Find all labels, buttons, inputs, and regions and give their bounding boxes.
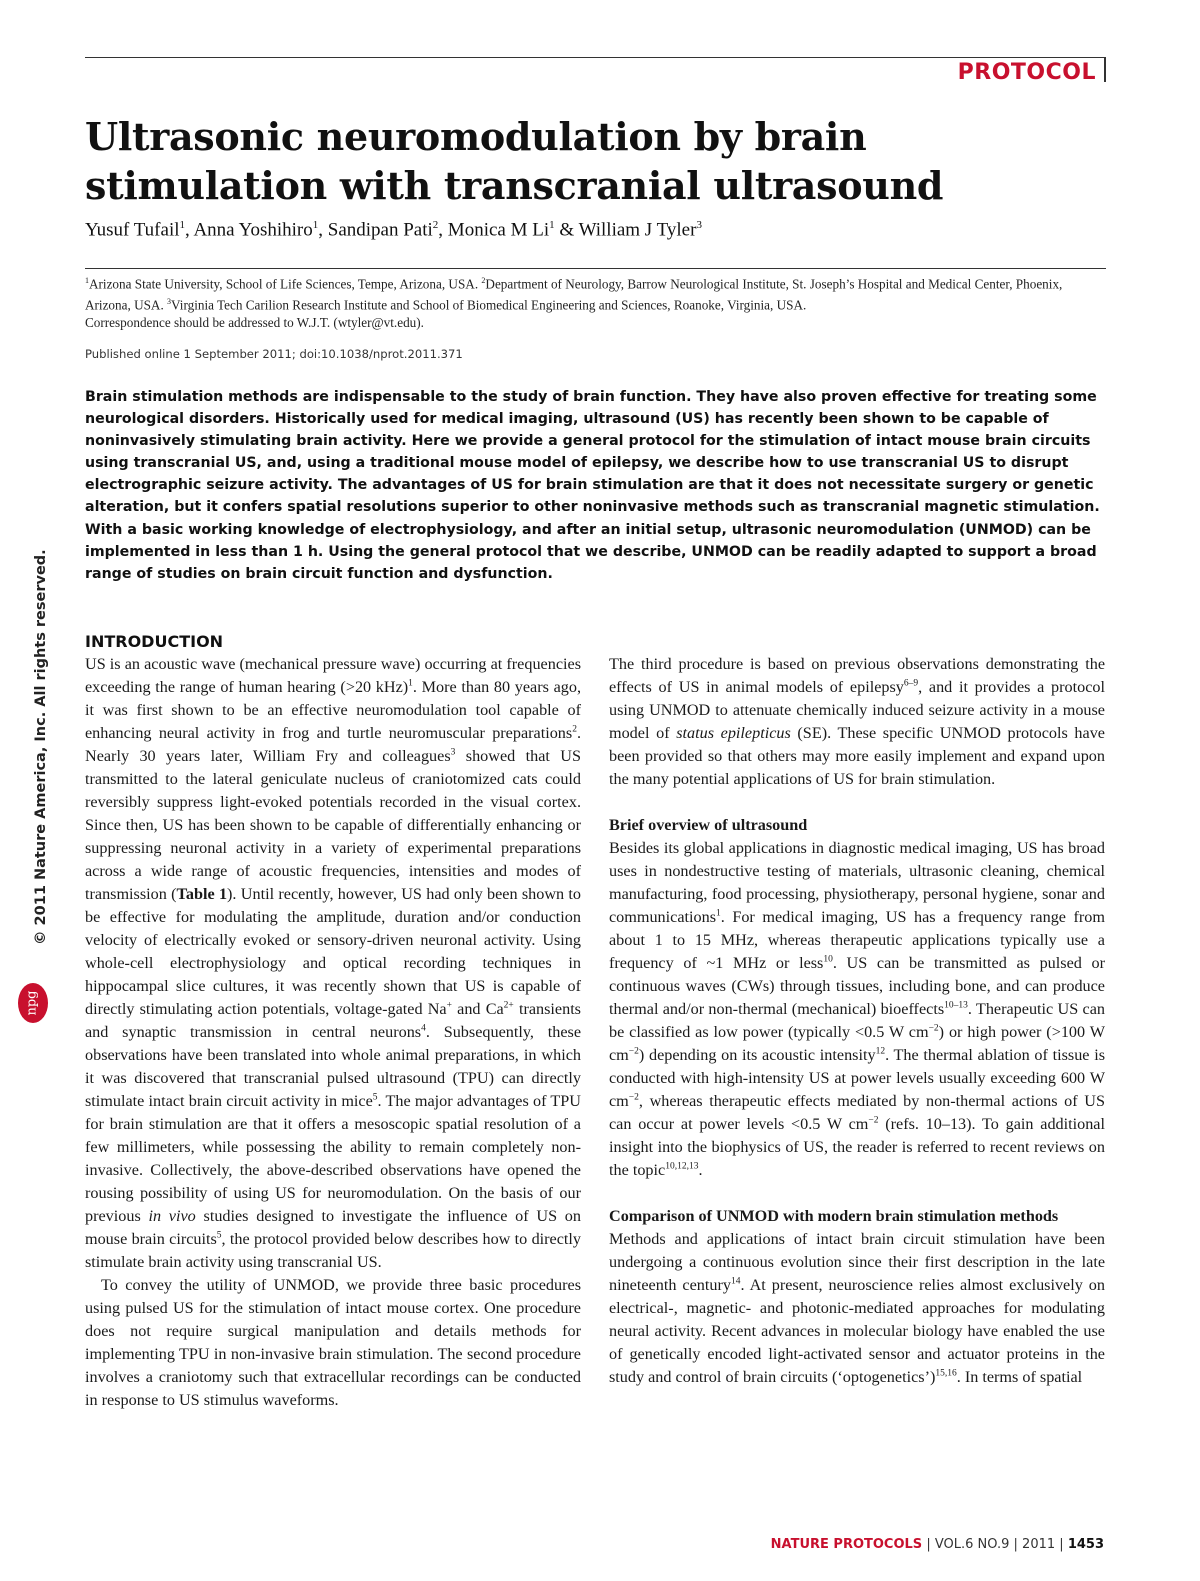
- author-name: Yusuf Tufail: [85, 219, 180, 241]
- table-1-reference[interactable]: Table 1: [176, 885, 228, 903]
- page-number: 1453: [1067, 1537, 1104, 1552]
- comparison-paragraph: Methods and applications of intact brain circuit stimulation have been undergoing a continuous evolution since their first description in the late nineteenth century$^{14}$. At present, neuroscience relies almost exclusively on electrical-, magnetic- and photonic-mediated approaches for modulating neural activity. Recent advances in molecular biology have enabled the use of genetically encoded light-activated sensor and actuator proteins in the study and control of brain circuits (‘optogenetics’)$^{15,16}$. In terms of spatial: [609, 1230, 1105, 1386]
- author-list: Yusuf Tufail$^1$, Anna Yoshihiro$^1$, Sandipan Pati$^2$, Monica M Li$^1$ & William J Tyler$^3$: [85, 219, 702, 241]
- year: 2011: [1022, 1537, 1056, 1552]
- section-label: PROTOCOL: [957, 60, 1096, 85]
- abstract: Brain stimulation methods are indispensable to the study of brain function. They have also proven effective for treating some neurological disorders. Historically used for medical imaging, ultrasound (US) has recently been shown to be capable of noninvasively stimulating brain activity. Here we provide a general protocol for the stimulation of intact mouse brain circuits using transcranial US, and, using a traditional mouse model of epilepsy, we describe how to use transcranial US to disrupt electrographic seizure activity. The advantages of US for brain stimulation are that it does not necessitate surgery or genetic alteration, but it confers spatial resolutions superior to other noninvasive methods such as transcranial magnetic stimulation. With a basic working knowledge of electrophysiology, and after an initial setup, ultrasonic neuromodulation (UNMOD) can be implemented in less than 1 h. Using the general protocol that we describe, UNMOD can be readily adapted to support a broad range of studies on brain circuit function and dysfunction.: [85, 389, 1100, 582]
- journal-name: NATURE PROTOCOLS: [770, 1537, 923, 1552]
- overview-heading: Brief overview of ultrasound: [609, 816, 808, 834]
- volume-issue: VOL.6 NO.9: [934, 1537, 1010, 1552]
- affiliations: $^1$Arizona State University, School of Life Sciences, Tempe, Arizona, USA. $^2$Department of Neurology, Barrow Neurological Institute, St. Joseph’s Hospital and Medical Center, Phoenix, Arizona, USA. $^3$Virginia Tech Carilion Research Institute and School of Biomedical Engineering and Sciences, Roanoke, Virginia, USA. Correspondence should be addressed to W.J.T. (wtyler@vt.edu).: [85, 276, 1063, 330]
- npg-logo: npg: [18, 983, 48, 1023]
- affiliation-rule: [85, 268, 1106, 269]
- top-rule: [85, 57, 1106, 58]
- author-name: William J Tyler: [578, 219, 697, 241]
- page-footer: NATURE PROTOCOLS | VOL.6 NO.9 | 2011 | 1453: [770, 1537, 1104, 1552]
- publication-info: Published online 1 September 2011; doi:10.1038/nprot.2011.371: [85, 347, 463, 361]
- author-name: Sandipan Pati: [327, 219, 433, 241]
- affiliation-2: Department of Neurology, Barrow Neurological Institute, St. Joseph’s Hospital and Medical Center, Phoenix, Arizona, USA.: [85, 276, 1063, 313]
- right-column: [609, 653, 1105, 1389]
- overview-paragraph: Besides its global applications in diagnostic medical imaging, US has broad uses in nondestructive testing of materials, ultrasonic cleaning, chemical manufacturing, food processing, physiotherapy, personal hygiene, sonar and communications$^1$. For medical imaging, US has a frequency range from about 1 to 15 MHz, whereas therapeutic applications typically use a frequency of ~1 MHz or less$^{10}$. US can be transmitted as pulsed or continuous waves (CWs) through tissues, including bone, and can produce thermal and/or non-thermal (mechanical) bioeffects$^{10-13}$. Therapeutic US can be classified as low power (typically <0.5 W $cm^{-2}$) or high power (>100 W $cm^{-2}$) depending on its acoustic intensity$^{12}$. The thermal ablation of tissue is conducted with high-intensity US at power levels usually exceeding 600 W $cm^{-2}$, whereas therapeutic effects mediated by non-thermal actions of US can occur at power levels <0.5 W $cm^{-2}$ (refs. 10–13). To gain additional insight into the biophysics of US, the reader is referred to recent reviews on the topic$^{10,12,13}$.: [609, 839, 1105, 1179]
- author-name: Monica M Li: [447, 219, 550, 241]
- article-title: Ultrasonic neuromodulation by brain stimulation with transcranial ultrasound: [85, 114, 944, 208]
- intro-paragraph-1: US is an acoustic wave (mechanical pressure wave) occurring at frequencies exceeding the range of human hearing (>20 kHz)$^1$. More than 80 years ago, it was first shown to be an effective neuromodulation tool capable of enhancing neural activity in frog and turtle neuromuscular preparations$^2$. Nearly 30 years later, William Fry and colleagues$^3$ showed that US transmitted to the lateral geniculate nucleus of craniotomized cats could reversibly suppress light-evoked potentials recorded in the visual cortex. Since then, US has been shown to be capable of differentially enhancing or suppressing neuronal activity in a variety of experimental preparations across a wide range of acoustic frequencies, intensities and modes of transmission (Table 1). Until recently, however, US had only been shown to be effective for modulating the amplitude, duration and/or conduction velocity of electrically evoked or sensory-driven neuronal activity. Using whole-cell electrophysiology and optical recording techniques in hippocampal slice cultures, it was recently shown that US is capable of directly stimulating action potentials, voltage-gated Na+ and $Ca^{2+}$ transients and synaptic transmission in central neurons$^4$. Subsequently, these observations have been translated into whole animal preparations, in which it was discovered that transcranial pulsed ultrasound (TPU) can directly stimulate intact brain circuit activity in mice$^5$. The major advantages of TPU for brain stimulation are that it offers a mesoscopic spatial resolution of a few millimeters, while possessing the ability to remain completely non-invasive. Collectively, the above-described observations have opened the rousing possibility of using US for neuromodulation. On the basis of our previous in vivo studies designed to investigate the influence of US on mouse brain circuits$^5$, the protocol provided below describes how to directly stimulate brain activity using transcranial US.: [85, 655, 582, 1271]
- author-name: Anna Yoshihiro: [193, 219, 313, 241]
- header-bar: [1104, 58, 1106, 82]
- affiliation-1: Arizona State University, School of Life Sciences, Tempe, Arizona, USA.: [89, 276, 479, 292]
- affiliation-3: Virginia Tech Carilion Research Institute and School of Biomedical Engineering and Sciences, Roanoke, Virginia, USA.: [171, 297, 807, 313]
- correspondence: Correspondence should be addressed to W.J.T. (wtyler@vt.edu).: [85, 314, 424, 330]
- introduction-heading: INTRODUCTION: [85, 632, 224, 651]
- intro-paragraph-3: The third procedure is based on previous observations demonstrating the effects of US in animal models of epilepsy$^{6-9}$, and it provides a protocol using UNMOD to attenuate chemically induced seizure activity in a mouse model of status epilepticus (SE). These specific UNMOD protocols have been provided so that others may more easily implement and expand upon the many potential applications of US for brain stimulation.: [609, 655, 1105, 788]
- intro-paragraph-2: To convey the utility of UNMOD, we provide three basic procedures using pulsed US for the stimulation of intact mouse cortex. One procedure does not require surgical manipulation and details methods for implementing TPU in non-invasive brain stimulation. The second procedure involves a craniotomy such that extracellular recordings can be conducted in response to US stimulus waveforms.: [85, 1276, 581, 1409]
- copyright-notice: © 2011 Nature America, Inc. All rights reserved.: [33, 549, 49, 945]
- comparison-heading: Comparison of UNMOD with modern brain stimulation methods: [609, 1207, 1059, 1225]
- left-column: [85, 653, 581, 1412]
